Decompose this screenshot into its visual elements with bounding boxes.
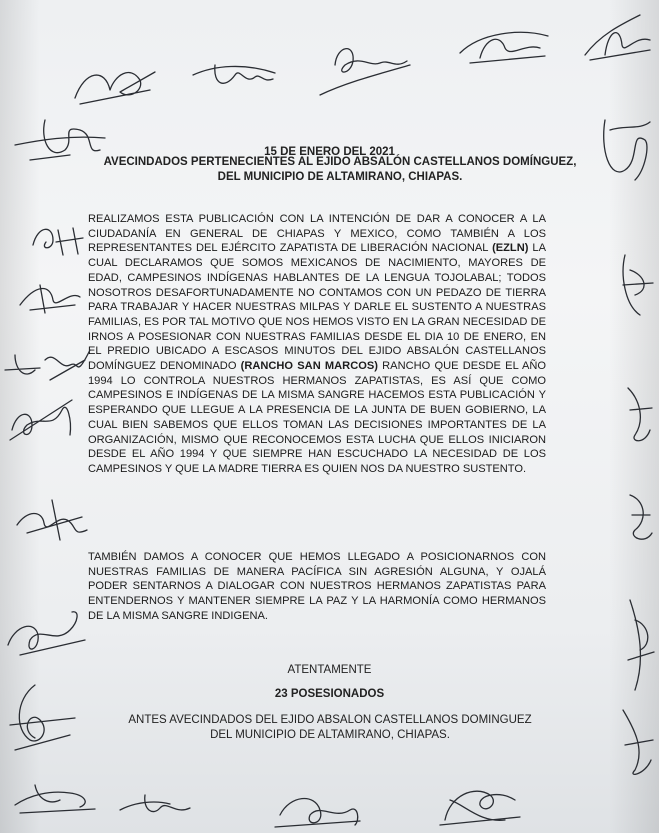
signature-icon xyxy=(450,18,555,68)
signature-icon xyxy=(0,600,90,660)
signature-icon xyxy=(10,110,110,165)
signature-icon xyxy=(620,485,659,555)
signature-icon xyxy=(185,55,280,95)
document-date: 15 DE ENERO DEL 2021 xyxy=(264,146,395,158)
closing-lines xyxy=(80,713,580,743)
ezln-bold: (EZLN) xyxy=(492,242,529,255)
signature-icon xyxy=(5,680,80,755)
signature-icon xyxy=(2,390,77,450)
signature-icon xyxy=(430,775,525,830)
closing-line-2: DEL MUNICIPIO DE ALTAMIRANO, CHIAPAS. xyxy=(210,729,450,741)
closing-atentamente: ATENTAMENTE xyxy=(287,664,372,676)
signature-icon xyxy=(12,495,92,545)
signature-icon xyxy=(0,340,95,390)
document-heading: AVECINDADOS PERTENECIENTES AL EJIDO ABSALÓN CASTELLANOS DOMÍNGUEZ, DEL MUNICIPIO DE ALTAMIRANO, CHIAPAS. xyxy=(103,156,577,183)
signature-icon xyxy=(580,5,655,65)
signature-icon xyxy=(620,380,659,455)
paragraph-1: REALIZAMOS ESTA PUBLICACIÓN CON LA INTENCIÓN DE DAR A CONOCER A LA CIUDADANÍA EN GENERAL DE CHIAPAS Y MEXICO, COMO TAMBIÉN A LOS REPRESENTANTES DEL EJÉRCITO ZAPATISTA DE LIBERACIÓN NACIONAL (EZLN) LA CUAL DECLARAMOS QUE SOMOS MEXICANOS DE NACIMIENTO, MAYORES DE EDAD, CAMPESINOS INDÍGENAS HABLANTES DE LA LENGUA TOJOLABAL; TODOS NOSOTROS DESAFORTUNADAMENTE NO CONTAMOS CON UN PEDAZO DE TIERRA PARA TRABAJAR Y HACER NUESTRAS MILPAS Y DARLE EL SUSTENTO A NUESTRAS FAMILIAS, ES POR TAL MOTIVO QUE NOS HEMOS VISTO EN LA GRAN NECESIDAD DE IRNOS A POSESIONAR CON NUESTRAS FAMILIAS DESDE EL DIA 10 DE ENERO, EN EL PREDIO UBICADO A ESCASOS MINUTOS DEL EJIDO ABSALÓN CASTELLANOS DOMÍNGUEZ DENOMINADO (RANCHO SAN MARCOS) RANCHO QUE DESDE EL AÑO 1994 LO CONTROLA NUESTROS HERMANOS ZAPATISTAS, ES ASÍ QUE COMO CAMPESINOS E INDÍGENAS DE LA MISMA SANGRE HACEMOS ESTA PUBLICACIÓN Y ESPERANDO QUE LLEGUE A LA PRESENCIA DE LA JUNTA DE BUEN GOBIERNO, LA CUAL BIEN SABEMOS QUE ELLOS TOMAN LAS DECISIONES IMPORTANTES DE LA ORGANIZACIÓN, MISMO QUE RECONOCEMOS ESTA LUCHA QUE ELLOS INICIARON DESDE EL AÑO 1994 Y QUE SIEMPRE HAN ESCUCHADO LA NECESIDAD DE LOS CAMPESINOS Y QUE LA MADRE TIERRA ES QUIEN NOS DA NUESTRO SUSTENTO. xyxy=(88,213,546,475)
signature-icon xyxy=(620,590,659,700)
signature-icon xyxy=(270,785,365,833)
rancho-bold: (RANCHO SAN MARCOS) xyxy=(240,360,378,373)
closing-count: 23 POSESIONADOS xyxy=(274,688,385,700)
signature-icon xyxy=(615,700,659,780)
signature-icon xyxy=(28,220,88,260)
signature-icon xyxy=(315,35,415,100)
signature-icon xyxy=(15,275,85,320)
signature-icon xyxy=(615,245,659,325)
signature-icon xyxy=(10,775,100,820)
signature-icon xyxy=(595,110,655,190)
closing-line-1: ANTES AVECINDADOS DEL EJIDO ABSALON CASTELLANOS DOMINGUEZ xyxy=(128,714,532,726)
paragraph-2: TAMBIÉN DAMOS A CONOCER QUE HEMOS LLEGADO A POSICIONARNOS CON NUESTRAS FAMILIAS DE MANERA PACÍFICA SIN AGRESIÓN ALGUNA, Y OJALÁ PODER SENTARNOS A DIALOGAR CON NUESTROS HERMANOS ZAPATISTAS PARA ENTENDERNOS Y MANTENER SIEMPRE LA PAZ Y LA HARMONÍA COMO HERMANOS DE LA MISMA SANGRE INDIGENA. xyxy=(88,551,546,622)
signature-icon xyxy=(115,790,195,825)
signature-icon xyxy=(70,60,160,110)
